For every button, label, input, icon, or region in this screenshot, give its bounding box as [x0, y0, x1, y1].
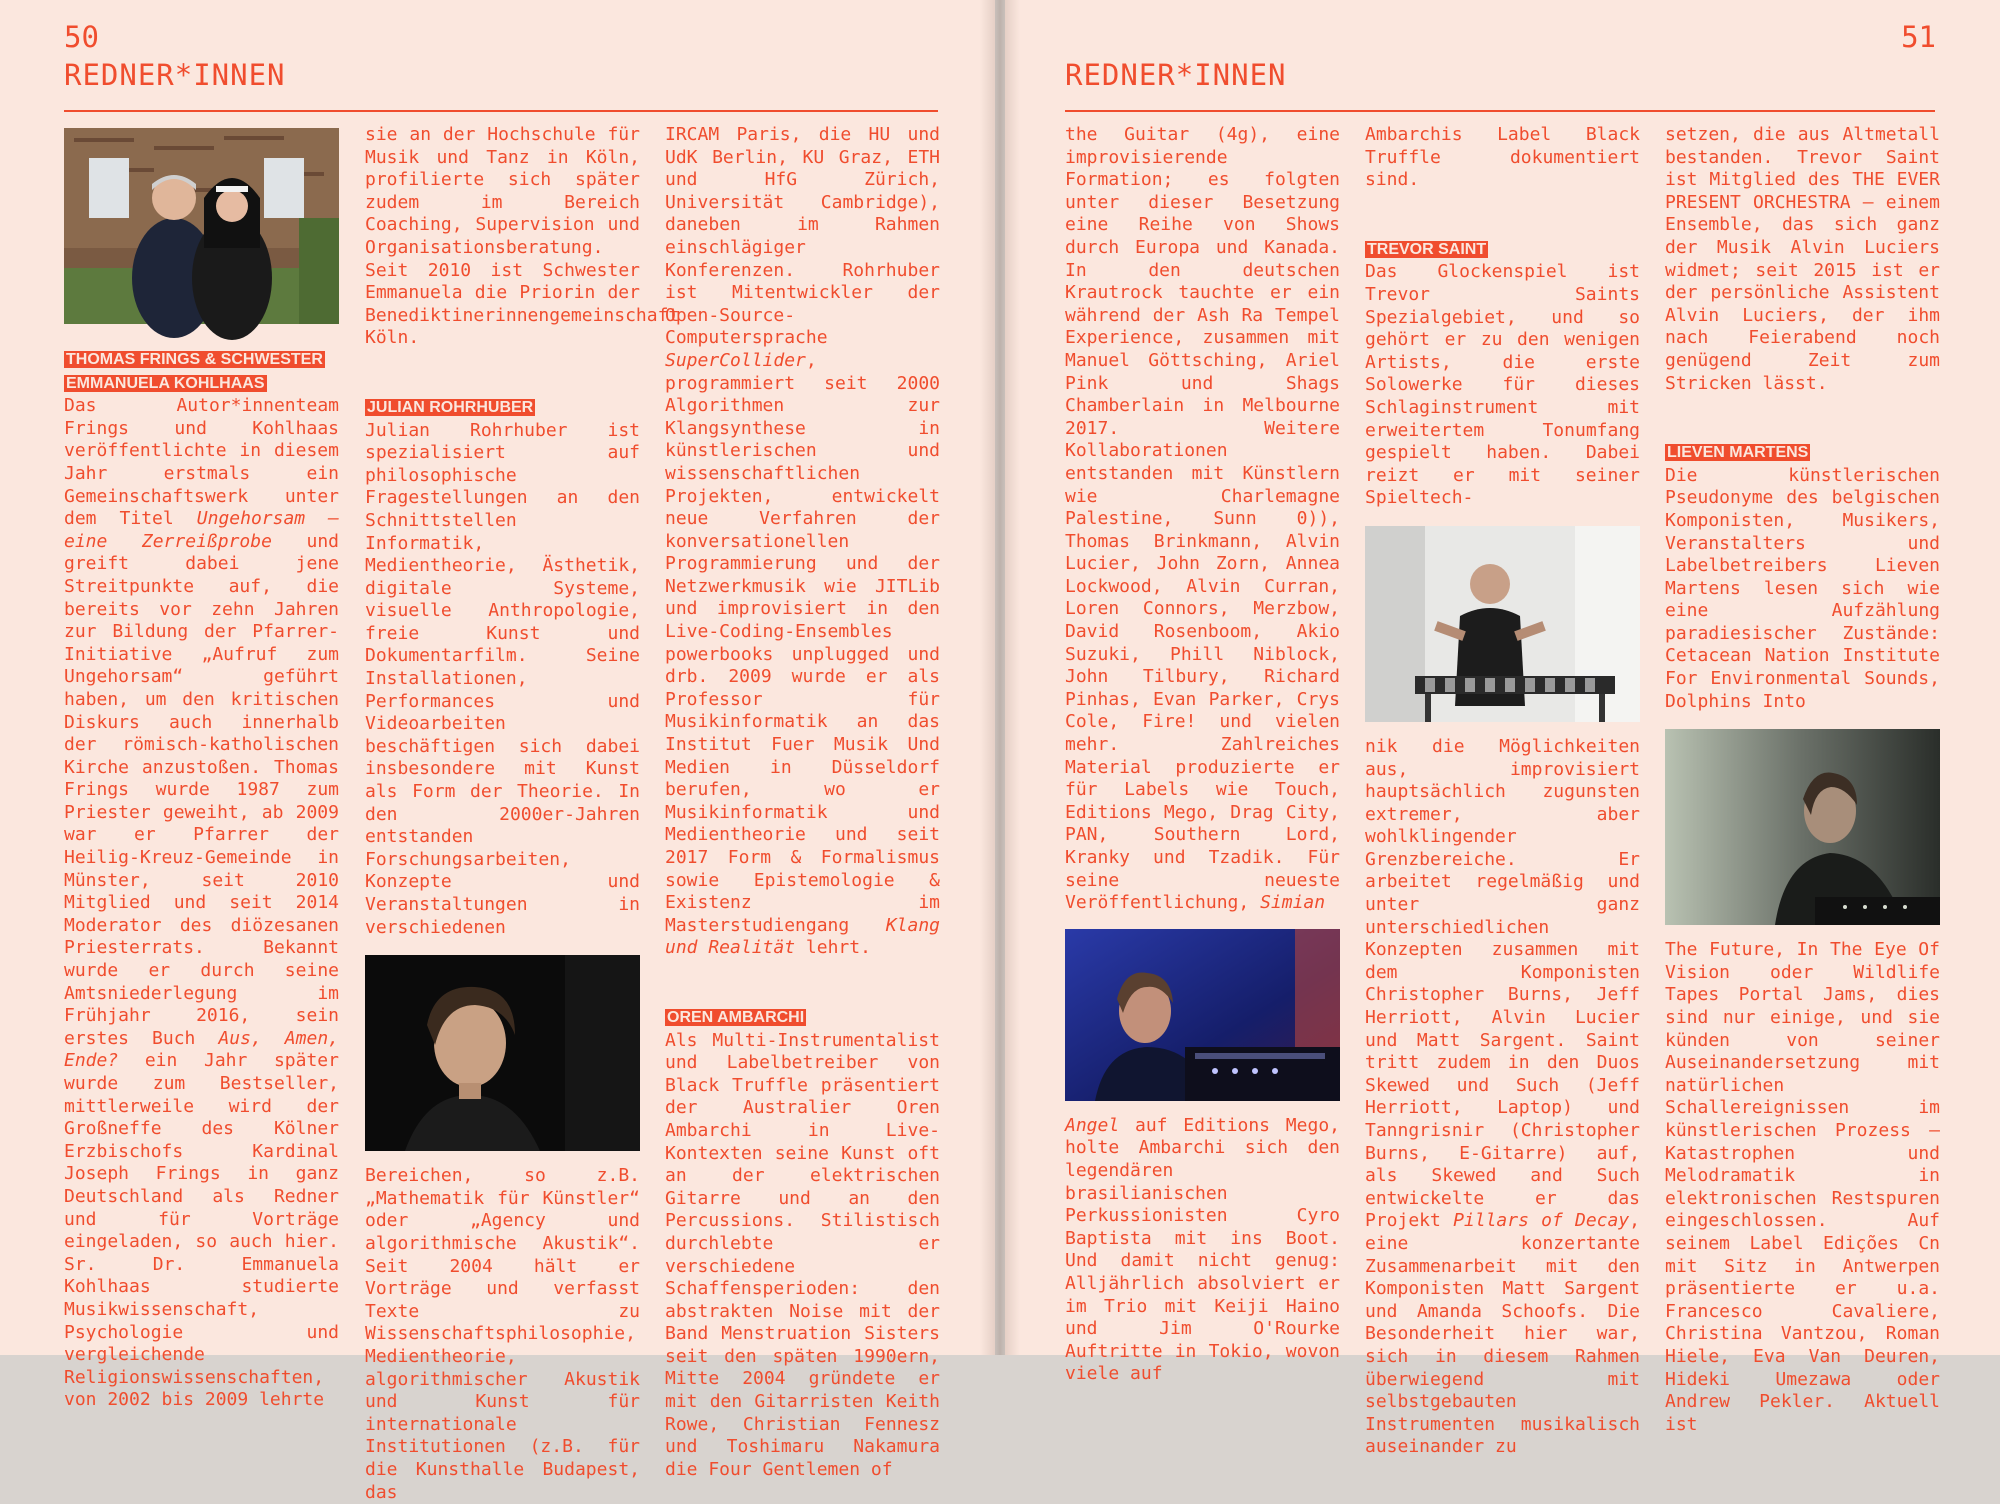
bio-ambarchi-end: Angel auf Editions Mego, holte Ambarchi sich den legendären brasilianischen Perkussionisten Cyro Baptista mit ins Boot. Und damit nicht genug: Alljährlich absolviert er im Trio mit Keiji Haino und Jim O'Rourke Auftritte in Tokio, wovon viele auf	[1065, 1114, 1340, 1385]
left-page	[0, 0, 995, 1503]
photo-ambarchi	[1065, 929, 1340, 1101]
speaker-name-martens: LIEVEN MARTENS	[1667, 444, 1809, 462]
photo-saint	[1365, 526, 1640, 722]
photo-rohrhuber	[365, 955, 640, 1151]
bio-ambarchi-final: Ambarchis Label Black Truffle dokumentiert sind.	[1365, 124, 1640, 191]
bio-rohrhuber-cont: Bereichen, so z.B. „Mathematik für Künstler“ oder „Agency und algorithmische Akustik“. Seit 2004 hält er Vorträge und verfasst Texte zu Wissenschaftsphilosophie, Medientheorie, algorithmischer Akustik und Kunst für internationale Institutionen (z.B. für die Kunsthalle Budapest, das	[365, 1165, 640, 1503]
section-heading: REDNER*INNEN	[1065, 58, 1287, 92]
bio-saint: Das Glockenspiel ist Trevor Saints Spezialgebiet, und so gehört er zu den wenigen Artists, die erste Solowerke für dieses Schlaginstrument mit erweitertem Tonumfang gespielt haben. Dabei reizt er mit seiner Spieltech-	[1365, 261, 1640, 509]
bio-ambarchi: Als Multi-Instrumentalist und Labelbetreiber von Black Truffle präsentiert der Australier Oren Ambarchi in Live-Kontexten seine Kunst oft an der elektrischen Gitarre und an den Percussions. Stilistisch durchlebte er verschiedene Schaffensperioden: den abstrakten Noise mit der Band Menstruation Sisters seit den späten 1990ern, Mitte 2004 gründete er mit den Gitarristen Keith Rowe, Christian Fennesz und Toshimaru Nakamura die Four Gentlemen of	[665, 1029, 940, 1480]
column-3	[665, 124, 940, 1481]
bio-ambarchi-cont: the Guitar (4g), eine improvisierende Formation; es folgten unter dieser Besetzung eine Reihe von Shows durch Europa und Kanada. In den deutschen Krautrock tauchte er ein während der Ash Ra Tempel Experience, zusammen mit Manuel Göttsching, Ariel Pink und Shags Chamberlain in Melbourne 2017. Weitere Kollaborationen entstanden mit Künstlern wie Charlemagne Palestine, Sunn 0)), Thomas Brinkmann, Alvin Lucier, John Zorn, Annea Lockwood, Alvin Curran, Loren Connors, Merzbow, David Rosenboom, Akio Suzuki, Phill Niblock, John Tilbury, Richard Pinhas, Evan Parker, Crys Cole, Fire! und vielen mehr. Zahlreiches Material produzierte er für Labels wie Touch, Editions Mego, Drag City, PAN, Southern Lord, Kranky und Tzadik. Für seine neueste Veröffentlichung, Simian	[1065, 124, 1340, 914]
bio-saint-end: setzen, die aus Altmetall bestanden. Trevor Saint ist Mitglied des THE EVER PRESENT ORCHESTRA – einem Ensemble, das sich ganz der Musik Alvin Luciers widmet; seit 2015 ist er der persönliche Assistent Alvin Luciers, der ihm nach Feierabend noch genügend Zeit zum Stricken lässt.	[1665, 124, 1940, 394]
section-heading: REDNER*INNEN	[64, 58, 286, 92]
bio-rohrhuber: Julian Rohrhuber ist spezialisiert auf philosophische Fragestellungen an den Schnittstellen Informatik, Medientheorie, Ästhetik, digitale Systeme, visuelle Anthropologie, freie Kunst und Dokumentarfilm. Seine Installationen, Performances und Videoarbeiten beschäftigen sich dabei insbesondere mit Kunst als Form der Theorie. In den 2000er-Jahren entstanden Forschungsarbeiten, Konzepte und Veranstaltungen in verschiedenen	[365, 419, 640, 938]
speaker-name-saint: TREVOR SAINT	[1367, 240, 1487, 258]
photo-martens	[1665, 729, 1940, 925]
header-rule	[1065, 110, 1935, 112]
column-3	[1665, 124, 1940, 1436]
column-2	[365, 124, 680, 1504]
column-2	[1365, 124, 1640, 1459]
speaker-name-rohrhuber: JULIAN ROHRHUBER	[367, 398, 534, 416]
column-1	[64, 128, 339, 1412]
column-1	[1065, 124, 1340, 1386]
header-rule	[64, 110, 938, 112]
speaker-name-frings-kohlhaas-2: EMMANUELA KOHLHAAS	[66, 374, 265, 392]
bio-rohrhuber-end: IRCAM Paris, die HU und UdK Berlin, KU Graz, ETH und HfG Zürich, Universität Cambridge), daneben im Rahmen einschlägiger Konferenzen. Rohrhuber ist Mitentwickler der Open-Source-Computersprache SuperCollider, programmiert seit 2000 Algorithmen zur Klangsynthese in künstlerischen und wissenschaftlichen Projekten, entwickelt neue Verfahren der konversationellen Programmierung und der Netzwerkmusik wie JITLib und improvisiert in den Live-Coding-Ensembles powerbooks unplugged und drb. 2009 wurde er als Professor für Musikinformatik an das Institut Fuer Musik Und Medien in Düsseldorf berufen, wo er Musikinformatik und Medientheorie und seit 2017 Form & Formalismus sowie Epistemologie & Existenz im Masterstudiengang Klang und Realität lehrt.	[665, 124, 940, 959]
speaker-name-frings-kohlhaas: THOMAS FRINGS & SCHWESTER	[66, 351, 323, 368]
right-page	[1005, 0, 2000, 1458]
bio-kohlhaas-cont: sie an der Hochschule für Musik und Tanz in Köln, profilierte sich später zudem im Bereich Coaching, Supervision und Organisationsberatung. Seit 2010 ist Schwester Emmanuela die Priorin der Benediktinerinnengemeinschaft Köln.	[365, 124, 680, 349]
bio-martens: Die künstlerischen Pseudonyme des belgischen Komponisten, Musikers, Veranstalters und Labelbetreibers Lieven Martens lesen sich wie eine Aufzählung paradiesischer Zustände: Cetacean Nation Institute For Environmental Sounds, Dolphins Into	[1665, 464, 1940, 712]
bio-martens-cont: The Future, In The Eye Of Vision oder Wildlife Tapes Portal Jams, dies sind nur einige, und sie künden von seiner Auseinandersetzung mit natürlichen Schallereignissen im künstlerischen Prozess – Katastrophen und Melodramatik in elektronischen Restspuren eingeschlossen. Auf seinem Label Edições Cn mit Sitz in Antwerpen präsentierte er u.a. Francesco Cavaliere, Christina Vantzou, Roman Hiele, Eva Van Deuren, Hideki Umezawa oder Andrew Pekler. Aktuell ist	[1665, 939, 1940, 1435]
page-number: 51	[1901, 20, 1936, 54]
photo-frings-kohlhaas	[64, 128, 339, 324]
bio-frings-kohlhaas: Das Autor*innenteam Frings und Kohlhaas veröffentlichte in diesem Jahr erstmals ein Gemeinschaftswerk unter dem Titel Ungehorsam – eine Zerreißprobe und greift dabei jene Streitpunkte auf, die bereits vor zehn Jahren zur Bildung der Pfarrer-Initiative „Aufruf zum Ungehorsam“ geführt haben, um den kritischen Diskurs auch innerhalb der römisch-katholischen Kirche anzustoßen. Thomas Frings wurde 1987 zum Priester geweiht, ab 2009 war er Pfarrer der Heilig-Kreuz-Gemeinde in Münster, seit 2010 Mitglied und seit 2014 Moderator des diözesanen Priesterrats. Bekannt wurde er durch seine Amtsniederlegung im Frühjahr 2016, sein erstes Buch Aus, Amen, Ende? ein Jahr später wurde zum Bestseller, mittlerweile wird der Großneffe des Kölner Erzbischofs Kardinal Joseph Frings in ganz Deutschland als Redner und für Vorträge eingeladen, so auch hier. Sr. Dr. Emmanuela Kohlhaas studierte Musikwissenschaft, Psychologie und vergleichende Religionswissenschaften, von 2002 bis 2009 lehrte	[64, 395, 339, 1411]
page-number: 50	[64, 20, 99, 54]
speaker-name-ambarchi: OREN AMBARCHI	[667, 1008, 805, 1026]
bio-saint-cont: nik die Möglichkeiten aus, improvisiert hauptsächlich zugunsten extremer, aber wohlklingender Grenzbereiche. Er arbeitet regelmäßig und unter ganz unterschiedlichen Konzepten zusammen mit dem Komponisten Christopher Burns, Jeff Herriott, Alvin Lucier und Matt Sargent. Saint tritt zudem in den Duos Skewed und Such (Jeff Herriott, Laptop) und Tanngrisnir (Christopher Burns, E-Gitarre) auf, als Skewed and Such entwickelte er das Projekt Pillars of Decay, eine konzertante Zusammenarbeit mit den Komponisten Matt Sargent und Amanda Schoofs. Die Besonderheit hier war, sich in diesem Rahmen überwiegend mit selbstgebauten Instrumenten musikalisch auseinander zu	[1365, 735, 1641, 1458]
